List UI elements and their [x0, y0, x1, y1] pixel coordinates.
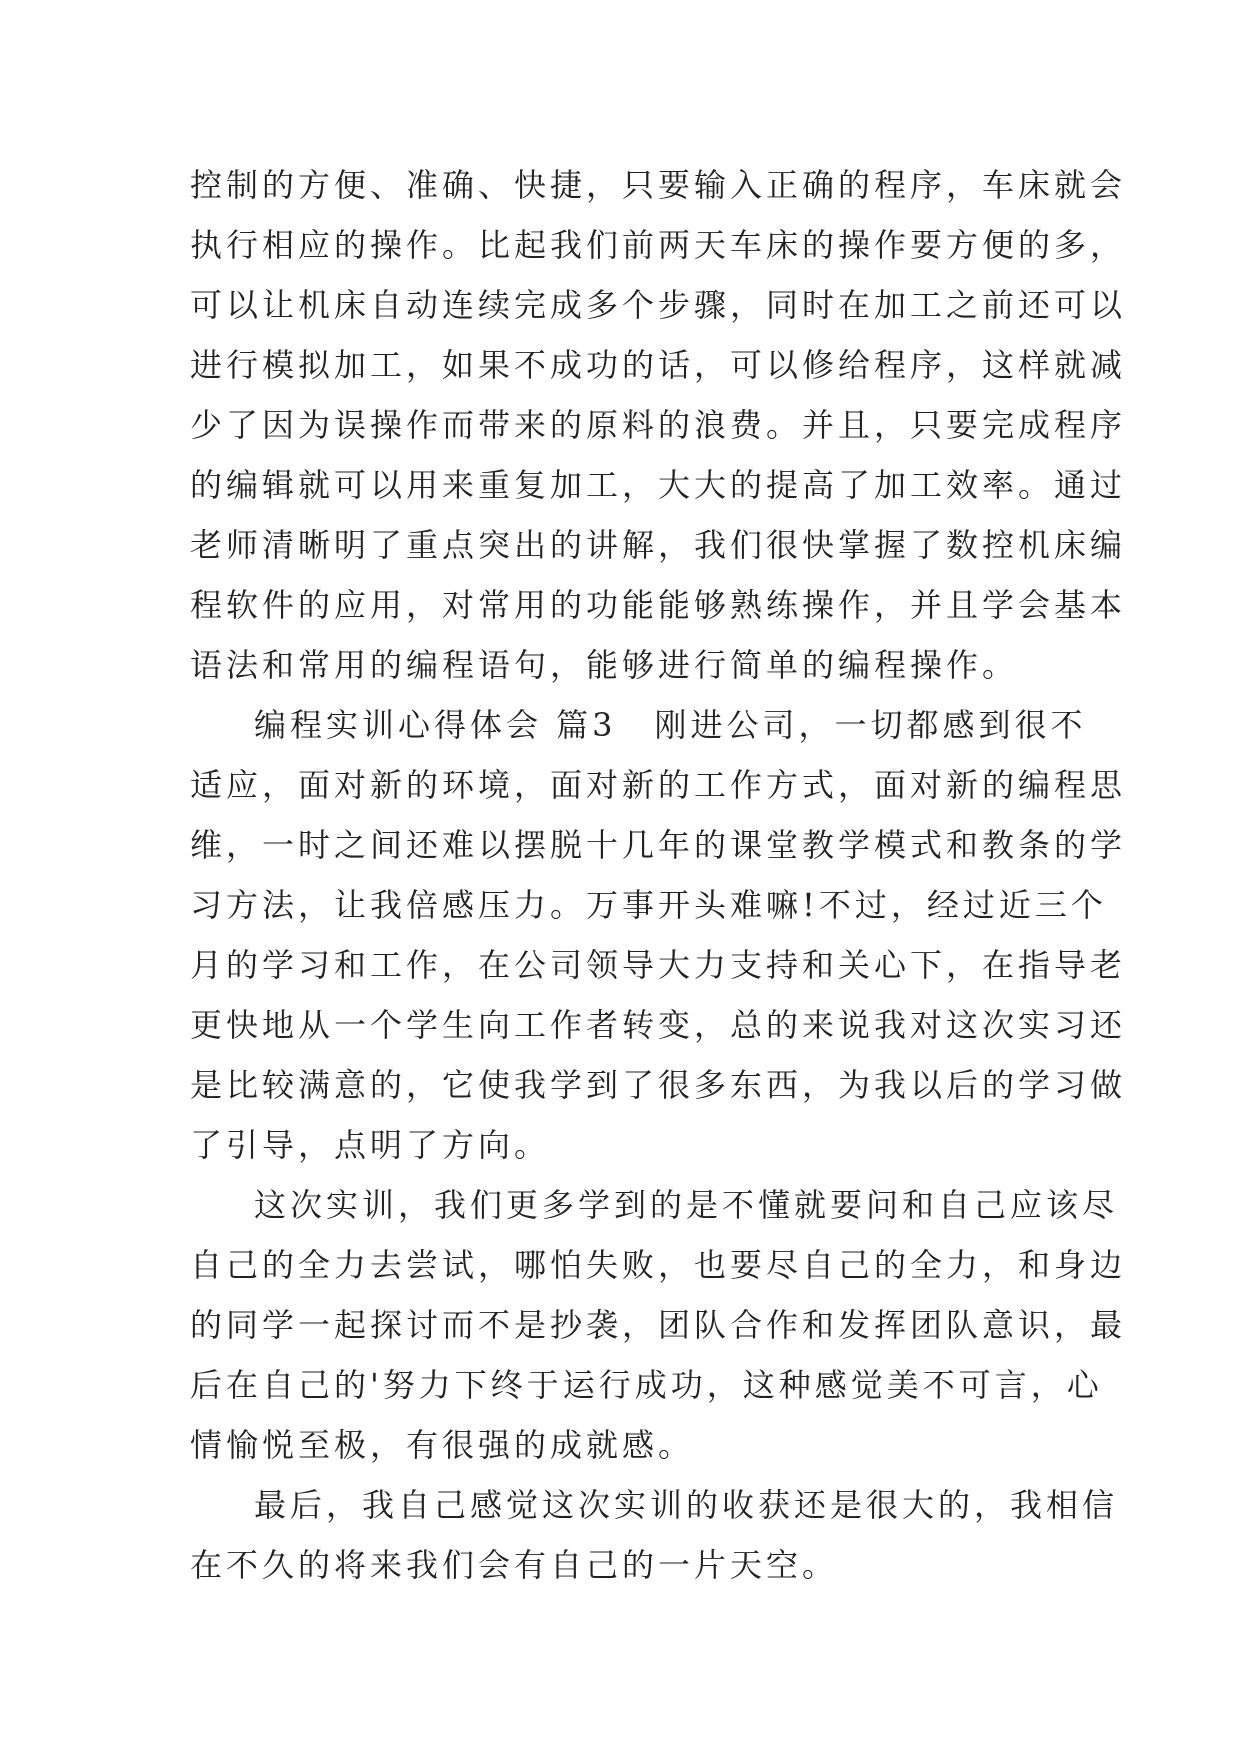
- text-line: 少了因为误操作而带来的原料的浪费。并且，只要完成程序: [190, 406, 1127, 444]
- paragraph-4: [190, 1475, 1119, 1595]
- text-line: 最后，我自己感觉这次实训的收获还是很大的，我相信: [254, 1486, 1119, 1524]
- text-line: 程软件的应用，对常用的功能能够熟练操作，并且学会基本: [190, 586, 1127, 624]
- document-body: [190, 155, 1127, 1595]
- text-line: 的编辑就可以用来重复加工，大大的提高了加工效率。通过: [190, 466, 1127, 504]
- text-line: 这次实训，我们更多学到的是不懂就要问和自己应该尽: [254, 1186, 1119, 1224]
- section-first-text: 刚进公司，一切都感到很不: [654, 706, 1087, 744]
- text-line: 可以让机床自动连续完成多个步骤，同时在加工之前还可以: [190, 286, 1127, 324]
- text-line: 适应，面对新的环境，面对新的工作方式，面对新的编程思: [190, 766, 1127, 804]
- text-line: 的同学一起探讨而不是抄袭，团队合作和发挥团队意识，最: [190, 1306, 1127, 1344]
- text-line: 在不久的将来我们会有自己的一片天空。: [190, 1546, 839, 1584]
- text-line: 语法和常用的编程语句，能够进行简单的编程操作。: [190, 646, 1019, 684]
- text-line: 月的学习和工作，在公司领导大力支持和关心下，在指导老: [190, 946, 1127, 984]
- text-line: 维，一时之间还难以摆脱十几年的课堂教学模式和教条的学: [190, 826, 1127, 864]
- section-heading-line: [190, 695, 1087, 755]
- paragraph-1: [190, 155, 1127, 695]
- text-line: 执行相应的操作。比起我们前两天车床的操作要方便的多，: [190, 226, 1127, 264]
- text-line: 进行模拟加工，如果不成功的话，可以修给程序，这样就减: [190, 346, 1127, 384]
- text-line: 老师清晰明了重点突出的讲解，我们很快掌握了数控机床编: [190, 526, 1127, 564]
- text-line: 自己的全力去尝试，哪怕失败，也要尽自己的全力，和身边: [190, 1246, 1127, 1284]
- text-line: 是比较满意的，它使我学到了很多东西，为我以后的学习做: [190, 1066, 1127, 1104]
- text-line: 习方法，让我倍感压力。万事开头难嘛!不过，经过近三个: [190, 886, 1107, 924]
- paragraph-2: [190, 695, 1127, 1175]
- paragraph-3: [190, 1175, 1127, 1475]
- text-line: 更快地从一个学生向工作者转变，总的来说我对这次实习还: [190, 1006, 1127, 1044]
- text-line: 控制的方便、准确、快捷，只要输入正确的程序，车床就会: [190, 166, 1127, 204]
- text-line: 后在自己的'努力下终于运行成功，这种感觉美不可言，心: [190, 1366, 1103, 1404]
- text-line: 了引导，点明了方向。: [190, 1126, 551, 1164]
- section-heading: 编程实训心得体会 篇3: [254, 706, 617, 744]
- text-line: 情愉悦至极，有很强的成就感。: [190, 1426, 695, 1464]
